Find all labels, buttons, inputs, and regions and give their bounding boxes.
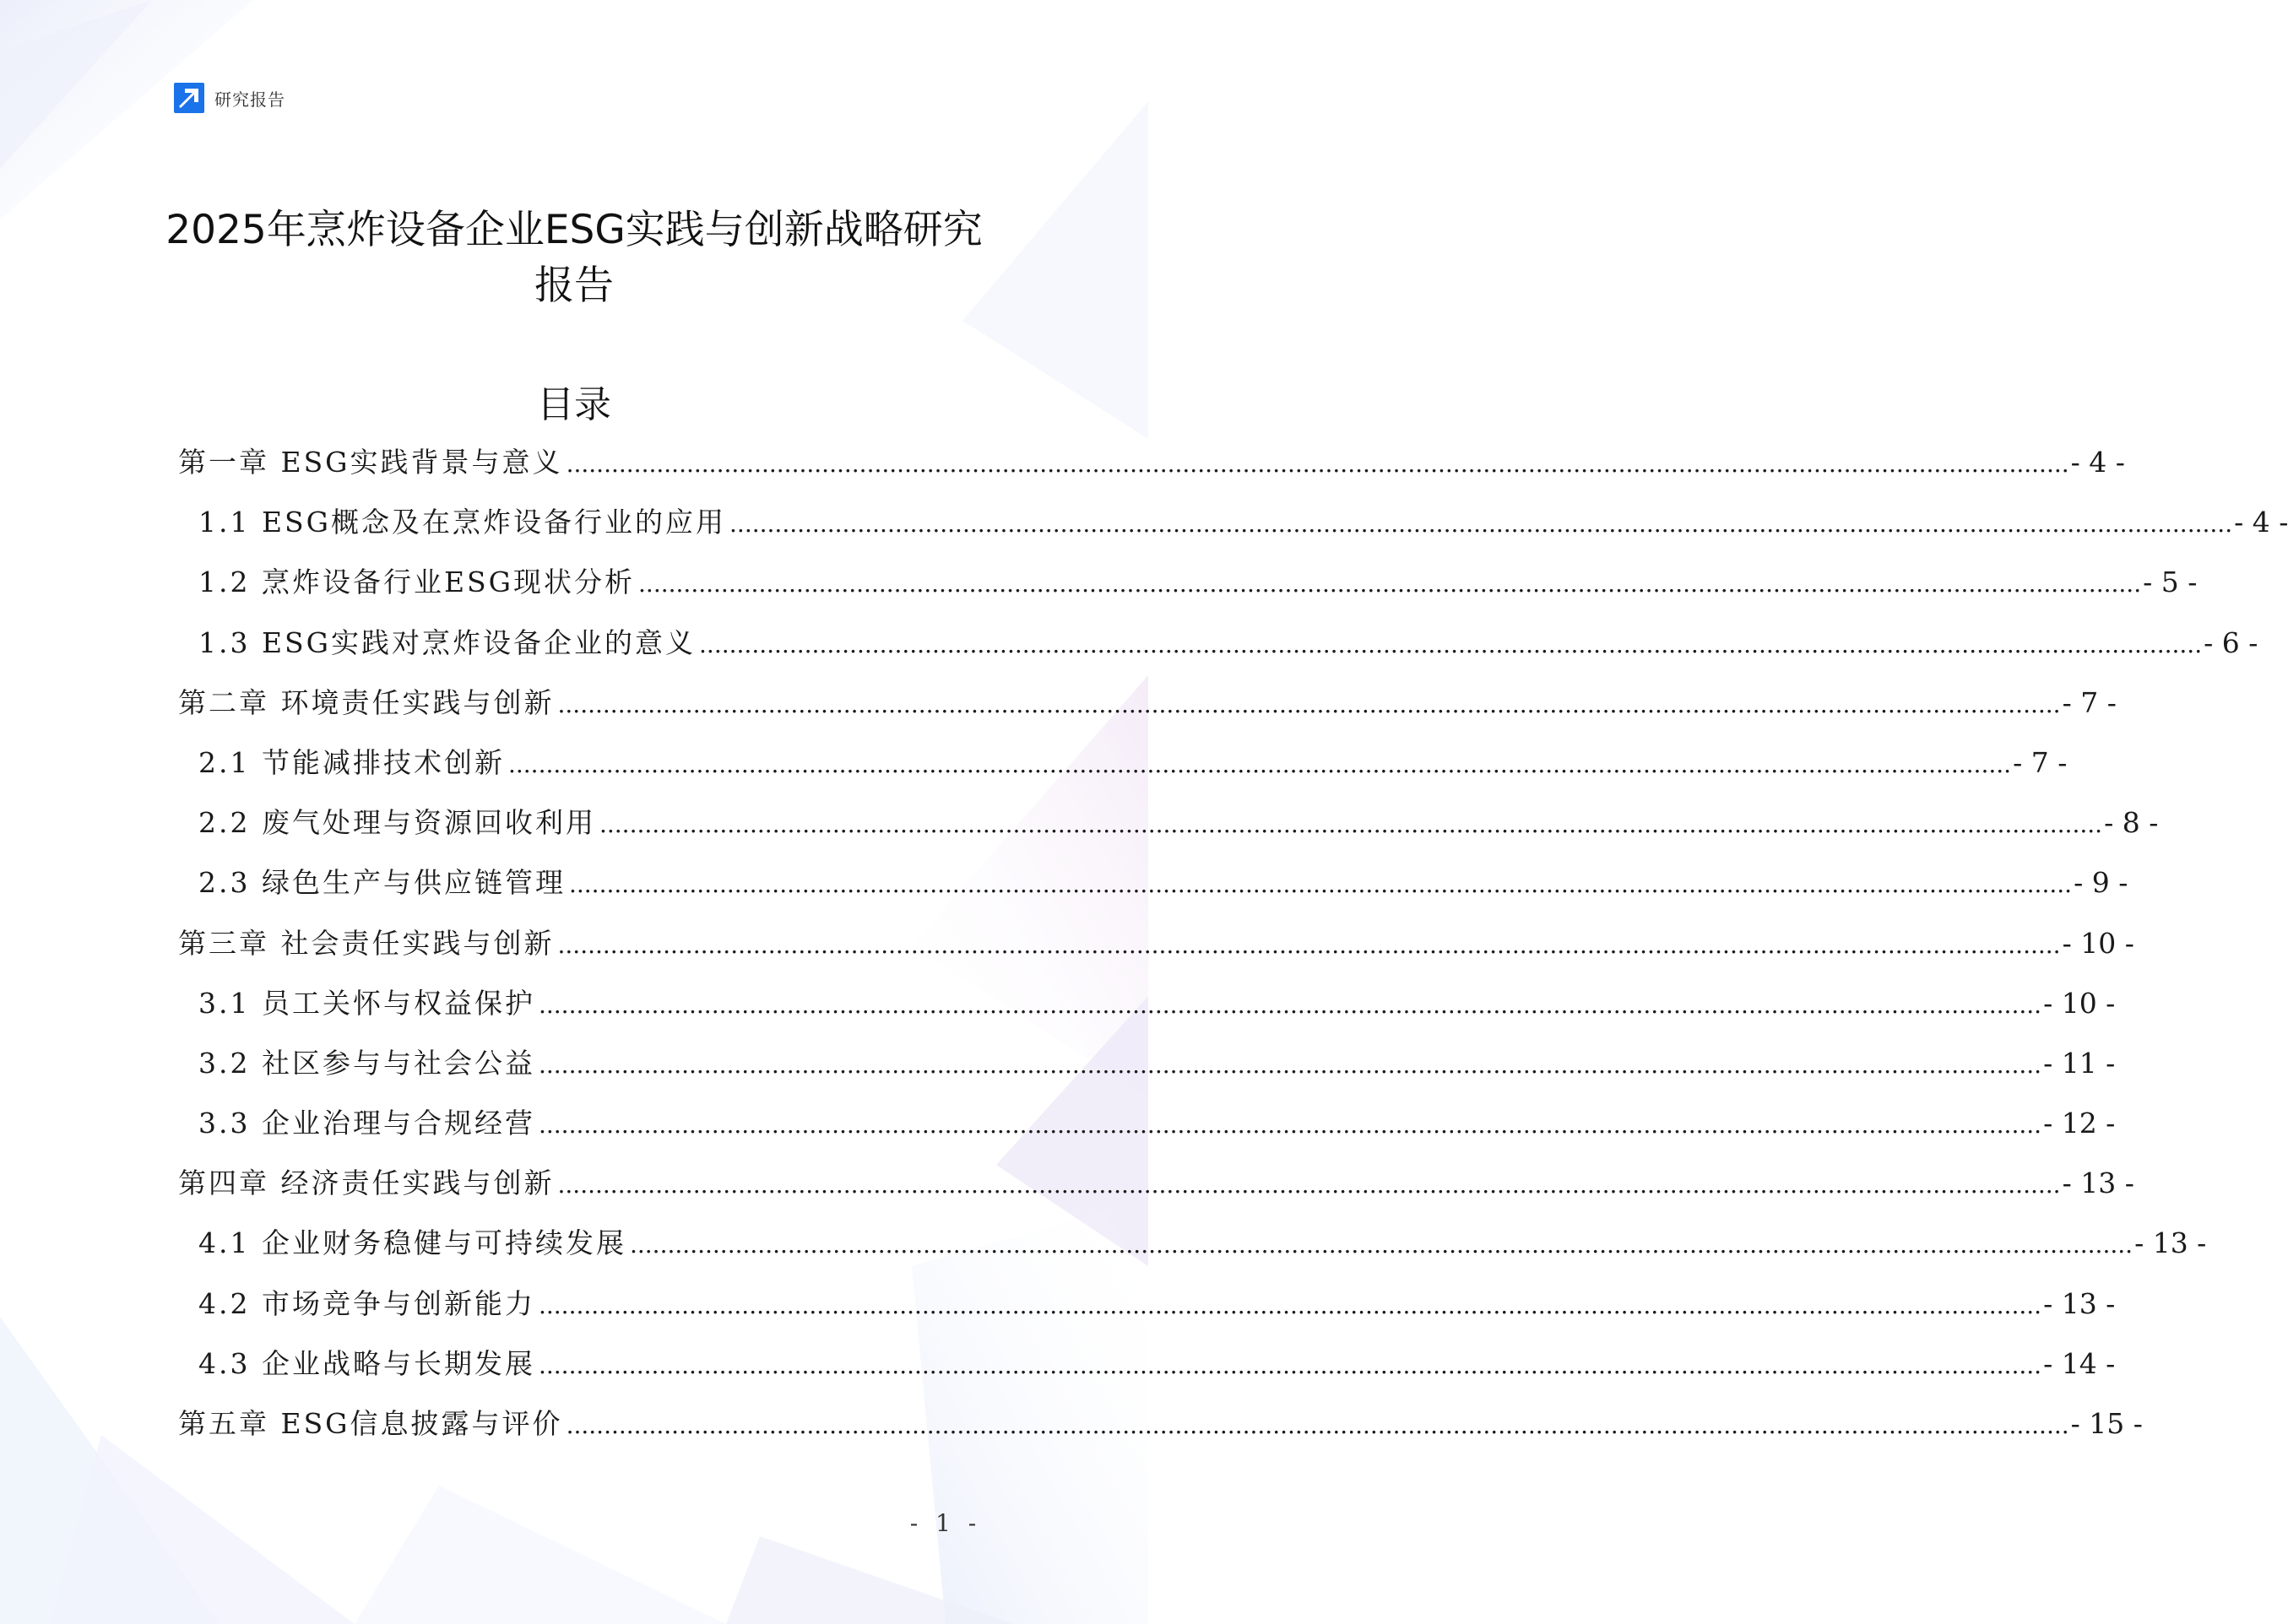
toc-dot-leader: ........................................................................................................................................................................................................ <box>729 510 2233 539</box>
toc-section-entry[interactable] <box>178 613 2258 673</box>
toc-dot-leader: ........................................................................................................................................................................................................ <box>538 1291 2042 1319</box>
toc-entry-label: 4.3 企业战略与长期发展 <box>198 1346 535 1380</box>
toc-entry-label: 第五章 ESG信息披露与评价 <box>178 1407 563 1440</box>
toc-heading: 目录 <box>537 383 611 426</box>
toc-dot-leader: ........................................................................................................................................................................................................ <box>599 810 2103 839</box>
toc-dot-leader: ........................................................................................................................................................................................................ <box>557 690 2061 718</box>
toc-entry-page: - 13 - <box>2043 1286 2116 1320</box>
toc-entry-page: - 11 - <box>2043 1046 2116 1080</box>
toc-chapter-entry[interactable] <box>178 432 2125 492</box>
document-title: 2025年烹炸设备企业ESG实践与创新战略研究报告 <box>165 207 983 309</box>
toc-chapter-entry[interactable] <box>178 913 2134 973</box>
toc-entry-label: 第二章 环境责任实践与创新 <box>178 685 555 719</box>
toc-dot-leader: ........................................................................................................................................................................................................ <box>538 990 2042 1019</box>
arrow-logo-icon <box>174 83 204 113</box>
toc-entry-label: 2.3 绿色生产与供应链管理 <box>198 866 566 900</box>
toc-entry-label: 3.1 员工关怀与权益保护 <box>198 986 535 1020</box>
toc-entry-page: - 7 - <box>2013 745 2068 779</box>
toc-section-entry[interactable] <box>178 973 2116 1033</box>
table-of-contents <box>178 432 2288 1453</box>
toc-entry-page: - 13 - <box>2062 1167 2134 1200</box>
toc-entry-label: 第四章 经济责任实践与创新 <box>178 1167 555 1200</box>
toc-dot-leader: ........................................................................................................................................................................................................ <box>629 1231 2133 1259</box>
toc-section-entry[interactable] <box>178 1274 2116 1334</box>
toc-section-entry[interactable] <box>178 733 2068 793</box>
toc-section-entry[interactable] <box>178 552 2198 612</box>
toc-dot-leader: ........................................................................................................................................................................................................ <box>507 750 2012 778</box>
toc-entry-label: 1.3 ESG实践对烹炸设备企业的意义 <box>198 625 697 659</box>
toc-entry-page: - 5 - <box>2143 566 2198 599</box>
toc-dot-leader: ........................................................................................................................................................................................................ <box>538 1050 2042 1079</box>
toc-entry-page: - 4 - <box>2234 506 2288 539</box>
toc-entry-label: 第三章 社会责任实践与创新 <box>178 926 555 960</box>
toc-dot-leader: ........................................................................................................................................................................................................ <box>557 930 2061 959</box>
toc-dot-leader: ........................................................................................................................................................................................................ <box>538 1111 2042 1140</box>
toc-section-entry[interactable] <box>178 1033 2116 1093</box>
toc-entry-page: - 7 - <box>2062 685 2117 719</box>
toc-section-entry[interactable] <box>178 793 2159 853</box>
toc-entry-label: 2.2 废气处理与资源回收利用 <box>198 806 596 840</box>
toc-dot-leader: ........................................................................................................................................................................................................ <box>568 870 2073 899</box>
toc-section-entry[interactable] <box>178 853 2128 912</box>
toc-chapter-entry[interactable] <box>178 673 2117 733</box>
toc-entry-label: 3.3 企业治理与合规经营 <box>198 1107 535 1140</box>
toc-entry-page: - 15 - <box>2070 1407 2143 1440</box>
toc-dot-leader: ........................................................................................................................................................................................................ <box>699 630 2203 658</box>
toc-entry-label: 2.1 节能减排技术创新 <box>198 745 505 779</box>
toc-entry-page: - 12 - <box>2043 1107 2116 1140</box>
toc-entry-label: 1.1 ESG概念及在烹炸设备行业的应用 <box>198 506 727 539</box>
toc-dot-leader: ........................................................................................................................................................................................................ <box>638 570 2142 598</box>
toc-entry-label: 1.2 烹炸设备行业ESG现状分析 <box>198 566 636 599</box>
toc-entry-label: 第一章 ESG实践背景与意义 <box>178 446 563 479</box>
toc-dot-leader: ........................................................................................................................................................................................................ <box>557 1171 2061 1199</box>
toc-dot-leader: ........................................................................................................................................................................................................ <box>566 450 2069 478</box>
toc-dot-leader: ........................................................................................................................................................................................................ <box>538 1351 2042 1379</box>
toc-entry-page: - 6 - <box>2204 625 2258 659</box>
toc-entry-page: - 10 - <box>2043 986 2116 1020</box>
toc-entry-page: - 9 - <box>2074 866 2128 900</box>
toc-entry-page: - 13 - <box>2134 1226 2207 1260</box>
toc-section-entry[interactable] <box>178 492 2288 552</box>
toc-entry-page: - 4 - <box>2070 446 2125 479</box>
brand-header <box>174 83 285 113</box>
toc-entry-label: 4.1 企业财务稳健与可持续发展 <box>198 1226 626 1260</box>
page-number: - 1 - <box>909 1509 982 1537</box>
brand-label: 研究报告 <box>214 89 285 110</box>
toc-chapter-entry[interactable] <box>178 1394 2143 1453</box>
toc-entry-page: - 8 - <box>2104 806 2159 840</box>
toc-section-entry[interactable] <box>178 1334 2116 1394</box>
toc-entry-page: - 10 - <box>2062 926 2134 960</box>
toc-entry-label: 3.2 社区参与与社会公益 <box>198 1046 535 1080</box>
toc-dot-leader: ........................................................................................................................................................................................................ <box>566 1411 2069 1439</box>
toc-entry-label: 4.2 市场竞争与创新能力 <box>198 1286 535 1320</box>
toc-entry-page: - 14 - <box>2043 1346 2116 1380</box>
toc-section-entry[interactable] <box>178 1213 2207 1273</box>
toc-section-entry[interactable] <box>178 1093 2116 1153</box>
toc-chapter-entry[interactable] <box>178 1153 2134 1213</box>
